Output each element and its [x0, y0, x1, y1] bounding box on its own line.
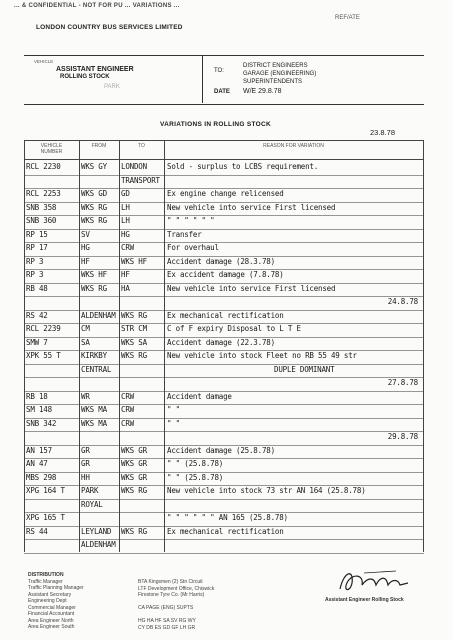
row-from-cell: WKS RG [81, 202, 107, 212]
row-reason-cell: " " " " " " [167, 216, 215, 225]
from-small-label: VEHICLE [34, 59, 54, 64]
row-to-cell: HF [121, 270, 130, 279]
row-reason-cell: " " (25.8.78) [167, 472, 224, 482]
row-vehicle-cell: SMW 7 [26, 337, 48, 347]
row-to-cell: CRW [121, 243, 134, 252]
company-name: LONDON COUNTRY BUS SERVICES LIMITED [36, 24, 183, 31]
from-title: ASSISTANT ENGINEER [56, 66, 134, 73]
distribution-list [28, 572, 84, 631]
row-to-cell: WKS GR [121, 472, 147, 482]
row-from-cell: HG [81, 243, 90, 252]
to-line: DISTRICT ENGINEERS [243, 63, 308, 69]
row-vehicle-cell: RCL 2239 [26, 324, 61, 333]
row-from-cell: WKS MA [81, 405, 107, 414]
row-vehicle-cell: RCL 2253 [26, 189, 61, 198]
row-rule [24, 377, 424, 378]
row-rule [24, 175, 424, 176]
row-from-cell: HF [81, 256, 90, 266]
row-reason-cell: 27.8.78 [387, 378, 418, 387]
row-from-cell: WR [81, 391, 90, 401]
row-from-cell: HH [81, 472, 90, 482]
row-reason-cell: Accident damage [167, 391, 232, 401]
distribution-item: Engineering Dept [28, 598, 67, 604]
row-from-cell: WKS RG [81, 283, 107, 293]
ref-label: REF/ATE [335, 15, 360, 21]
row-from-cell: GR [81, 445, 90, 455]
row-vehicle-cell: RS 44 [26, 526, 48, 536]
distribution-item: Traffic Manager [28, 578, 63, 585]
row-reason-cell: Ex engine change relicensed [167, 189, 284, 198]
row-to-cell: HG [121, 229, 130, 239]
distribution-item: Area Engineer South [28, 624, 75, 630]
distribution-item: Financial Accountant [28, 611, 75, 617]
row-reason-cell: New vehicle into service First licensed [167, 283, 336, 293]
row-reason-cell: Accident damage (28.3.78) [167, 256, 275, 266]
header-vehicle [24, 143, 79, 155]
confidential-strip: ... & CONFIDENTIAL - NOT FOR PU ... VARIATIONS ... [14, 3, 180, 9]
row-from-cell: WKS GD [81, 189, 107, 198]
row-vehicle-cell: AN 157 [26, 445, 52, 455]
row-reason-cell: New vehicle into stock Fleet no RB 55 49 str [167, 351, 357, 360]
table-header-rule [24, 159, 424, 160]
row-reason-cell: 24.8.78 [387, 297, 418, 306]
row-from-cell: ALDENHAM [81, 310, 116, 320]
row-to-cell: CRW [121, 391, 134, 401]
document-title: VARIATIONS IN ROLLING STOCK [160, 121, 272, 128]
to-line: GARAGE (ENGINEERING) [243, 71, 317, 77]
row-to-cell: WKS HF [121, 256, 147, 266]
row-vehicle-cell: RP 3 [26, 270, 44, 279]
row-from-cell: WKS HF [81, 270, 107, 279]
row-to-cell: WKS RG [121, 310, 147, 320]
to-label: TO: [214, 68, 224, 74]
row-vehicle-cell: AN 47 [26, 459, 48, 468]
row-vehicle-cell: SNB 360 [26, 216, 57, 225]
row-rule [24, 553, 424, 554]
row-from-cell: ALDENHAM [81, 540, 116, 549]
row-reason-cell: Ex mechanical rectification [167, 526, 284, 536]
row-to-cell: WKS GR [121, 459, 147, 468]
row-rule [24, 296, 424, 297]
row-to-cell: STR CM [121, 324, 147, 333]
row-to-cell: WKS SA [121, 337, 147, 347]
from-subtitle: ROLLING STOCK [60, 74, 110, 80]
variations-table [24, 140, 424, 552]
header-vehicle-line: NUMBER [40, 149, 63, 155]
row-reason-cell: New vehicle into service First licensed [167, 202, 336, 212]
distribution-item: Commercial Manager [28, 604, 76, 611]
row-reason-cell: " " (25.8.78) [167, 459, 224, 468]
row-to-cell: WKS GR [121, 445, 147, 455]
row-from-cell: PARK [81, 486, 99, 495]
to-line: SUPERINTENDENTS [243, 79, 303, 85]
row-to-cell: WKS RG [121, 351, 147, 360]
row-to-cell: CRW [121, 405, 134, 414]
distribution-item: LTF Development Office, Chiswick [138, 585, 215, 592]
row-reason-cell: DUPLE DOMINANT [274, 364, 335, 374]
row-to-cell: GD [121, 189, 130, 198]
signature-scribble-icon [334, 565, 414, 597]
header-reason: REASON FOR VARIATION [263, 143, 324, 149]
signature-title: Assistant Engineer Rolling Stock [325, 597, 404, 603]
header-vehicle-line: VEHICLE [40, 143, 63, 149]
row-to-cell: LONDON [121, 162, 147, 171]
row-vehicle-cell: XPG 164 T [26, 486, 65, 495]
distribution-item: BTA Kingsmen (2) Stn Circuit [138, 579, 203, 585]
row-from-cell: ROYAL [81, 499, 103, 509]
row-vehicle-cell: XPG 165 T [26, 513, 65, 522]
row-from-cell: LEYLAND [81, 526, 112, 536]
row-vehicle-cell: RCL 2230 [26, 162, 61, 171]
row-from-cell: GR [81, 459, 90, 468]
row-to-cell: CRW [121, 418, 134, 428]
row-rule [24, 431, 424, 432]
row-reason-cell: Ex accident damage (7.8.78) [167, 270, 284, 279]
date-value: W/E 29.8.78 [243, 88, 282, 95]
row-reason-cell: C of F expiry Disposal to L T E [167, 324, 301, 333]
row-to-cell: LH [121, 216, 130, 225]
distribution-item: HG HA HF SA SV RG WY [138, 618, 196, 624]
table-top-rule [24, 140, 424, 141]
row-from-cell: SA [81, 337, 90, 347]
from-place: PARK [104, 84, 120, 90]
distribution-item: Firestone Tyre Co. (Mr Harris) [138, 592, 205, 598]
row-vehicle-cell: RB 18 [26, 391, 48, 401]
row-to-cell: LH [121, 202, 130, 212]
header-to: TO [138, 143, 145, 149]
row-reason-cell: " " [167, 418, 180, 428]
row-reason-cell: Accident damage (22.3.78) [167, 337, 275, 347]
row-vehicle-cell: RB 48 [26, 283, 48, 293]
row-from-cell: CM [81, 324, 90, 333]
row-from-cell: KIRKBY [81, 351, 107, 360]
row-reason-cell: " " [167, 405, 180, 414]
row-vehicle-cell: MBS 298 [26, 472, 57, 482]
date-label: DATE [214, 89, 230, 95]
row-to-cell: TRANSPORT [121, 175, 160, 185]
row-reason-cell: For overhaul [167, 243, 219, 252]
distribution-item: Assistant Secretary [28, 591, 72, 598]
row-reason-cell: 29.8.78 [387, 432, 418, 441]
header-divider [202, 55, 203, 103]
row-vehicle-cell: XPK 55 T [26, 351, 61, 360]
row-to-cell: WKS RG [121, 526, 147, 536]
row-from-cell: WKS MA [81, 418, 107, 428]
row-vehicle-cell: RP 17 [26, 243, 48, 252]
row-reason-cell: New vehicle into stock 73 str AN 164 (25.8.78) [167, 486, 366, 495]
distribution-item: CY DB ES GD GF LH GR [138, 624, 196, 631]
row-to-cell: WKS RG [121, 486, 147, 495]
distribution-title: DISTRIBUTION [28, 572, 64, 578]
row-vehicle-cell: RS 42 [26, 310, 48, 320]
row-vehicle-cell: RP 3 [26, 256, 44, 266]
section-date: 23.8.78 [370, 128, 396, 137]
row-vehicle-cell: RP 15 [26, 229, 48, 239]
row-from-cell: CENTRAL [81, 364, 112, 374]
distribution-list-middle [138, 579, 214, 631]
row-vehicle-cell: SNB 342 [26, 418, 57, 428]
row-to-cell: HA [121, 283, 130, 293]
distribution-item: Traffic Planning Manager [28, 585, 84, 591]
row-reason-cell: " " " " " " AN 165 (25.8.78) [167, 513, 288, 522]
row-vehicle-cell: SM 148 [26, 405, 52, 414]
row-from-cell: WKS RG [81, 216, 107, 225]
row-from-cell: WKS GY [81, 162, 107, 171]
row-from-cell: SV [81, 229, 90, 239]
distribution-item: CA PAGE (ENG) SUPTS [138, 605, 194, 611]
row-reason-cell: Transfer [167, 229, 202, 239]
to-recipients [243, 62, 316, 86]
row-vehicle-cell: SNB 358 [26, 202, 57, 212]
header-from: FROM [91, 143, 107, 149]
row-reason-cell: Sold - surplus to LCBS requirement. [167, 162, 319, 171]
row-reason-cell: Accident damage (25.8.78) [167, 445, 275, 455]
row-reason-cell: Ex mechanical rectification [167, 310, 284, 320]
distribution-item: Area Engineer North [28, 617, 74, 624]
header-box [24, 55, 424, 105]
